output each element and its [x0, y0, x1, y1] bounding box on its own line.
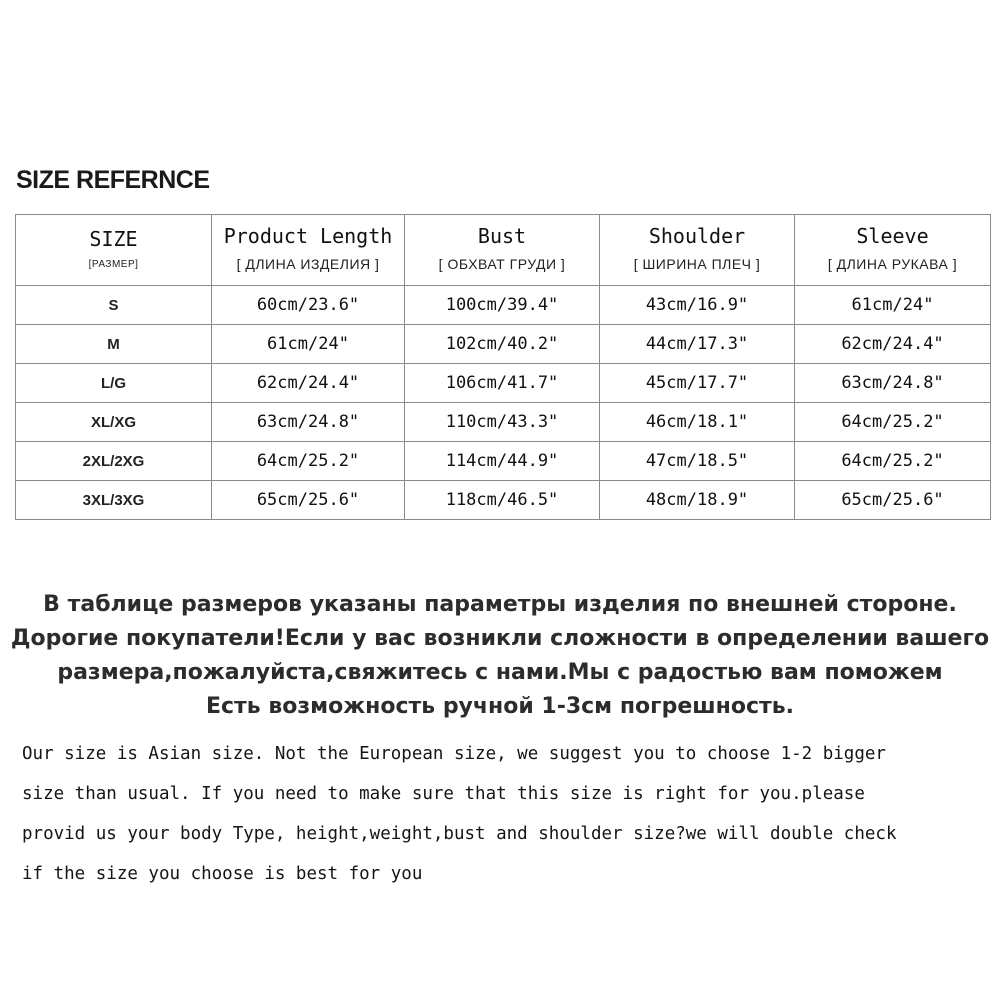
english-notes	[22, 735, 992, 895]
russian-note-line: Дорогие покупатели!Если у вас возникли сложности в определении вашего	[10, 626, 990, 651]
bust-cell: 110cm/43.3"	[405, 403, 600, 442]
header-label: Bust	[477, 224, 527, 248]
table-row	[16, 325, 991, 364]
english-note-line: provid us your body Type, height,weight,bust and shoulder size?we will double check	[22, 824, 897, 844]
header-label: Sleeve	[856, 224, 929, 248]
header-size	[16, 215, 212, 286]
size-cell: S	[16, 286, 212, 325]
header-sleeve	[795, 215, 991, 286]
size-table	[15, 214, 991, 520]
sleeve-cell: 65cm/25.6"	[795, 481, 991, 520]
table-row	[16, 442, 991, 481]
size-cell: 3XL/3XG	[16, 481, 212, 520]
sleeve-cell: 62cm/24.4"	[795, 325, 991, 364]
bust-cell: 102cm/40.2"	[405, 325, 600, 364]
length-cell: 64cm/25.2"	[212, 442, 405, 481]
russian-note-line: размера,пожалуйста,свяжитесь с нами.Мы с радостью вам поможем	[57, 660, 943, 685]
russian-note-line: Есть возможность ручной 1-3см погрешность.	[205, 694, 795, 719]
header-shoulder	[600, 215, 795, 286]
english-note-line: size than usual. If you need to make sure that this size is right for you.please	[22, 784, 865, 804]
bust-cell: 100cm/39.4"	[405, 286, 600, 325]
header-label: Shoulder	[648, 224, 746, 248]
bust-cell: 118cm/46.5"	[405, 481, 600, 520]
length-cell: 62cm/24.4"	[212, 364, 405, 403]
table-row	[16, 481, 991, 520]
english-note-line: Our size is Asian size. Not the European size, we suggest you to choose 1-2 bigger	[22, 744, 886, 764]
length-cell: 63cm/24.8"	[212, 403, 405, 442]
length-cell: 60cm/23.6"	[212, 286, 405, 325]
header-label: Product Length	[223, 224, 393, 248]
sleeve-cell: 61cm/24"	[795, 286, 991, 325]
shoulder-cell: 47cm/18.5"	[600, 442, 795, 481]
header-sublabel: [РАЗМЕР]	[88, 258, 139, 270]
header-bust	[405, 215, 600, 286]
russian-notes	[0, 588, 1000, 724]
table-row	[16, 364, 991, 403]
english-note-line: if the size you choose is best for you	[22, 864, 423, 884]
shoulder-cell: 46cm/18.1"	[600, 403, 795, 442]
sleeve-cell: 63cm/24.8"	[795, 364, 991, 403]
russian-note-line: В таблице размеров указаны параметры изделия по внешней стороне.	[43, 592, 957, 617]
bust-cell: 114cm/44.9"	[405, 442, 600, 481]
sleeve-cell: 64cm/25.2"	[795, 403, 991, 442]
size-cell: 2XL/2XG	[16, 442, 212, 481]
header-sublabel: [ ОБХВАТ ГРУДИ ]	[438, 256, 566, 272]
length-cell: 61cm/24"	[212, 325, 405, 364]
shoulder-cell: 43cm/16.9"	[600, 286, 795, 325]
header-product-length	[212, 215, 405, 286]
table-header-row	[16, 215, 991, 286]
table-row	[16, 403, 991, 442]
shoulder-cell: 44cm/17.3"	[600, 325, 795, 364]
size-cell: M	[16, 325, 212, 364]
table-row	[16, 286, 991, 325]
bust-cell: 106cm/41.7"	[405, 364, 600, 403]
page-title: SIZE REFERNCE	[16, 166, 210, 194]
size-cell: L/G	[16, 364, 212, 403]
header-sublabel: [ ДЛИНА ИЗДЕЛИЯ ]	[236, 256, 380, 272]
size-cell: XL/XG	[16, 403, 212, 442]
shoulder-cell: 45cm/17.7"	[600, 364, 795, 403]
sleeve-cell: 64cm/25.2"	[795, 442, 991, 481]
shoulder-cell: 48cm/18.9"	[600, 481, 795, 520]
header-sublabel: [ ШИРИНА ПЛЕЧ ]	[633, 256, 761, 272]
header-sublabel: [ ДЛИНА РУКАВА ]	[827, 256, 958, 272]
length-cell: 65cm/25.6"	[212, 481, 405, 520]
header-label: SIZE	[89, 226, 138, 251]
